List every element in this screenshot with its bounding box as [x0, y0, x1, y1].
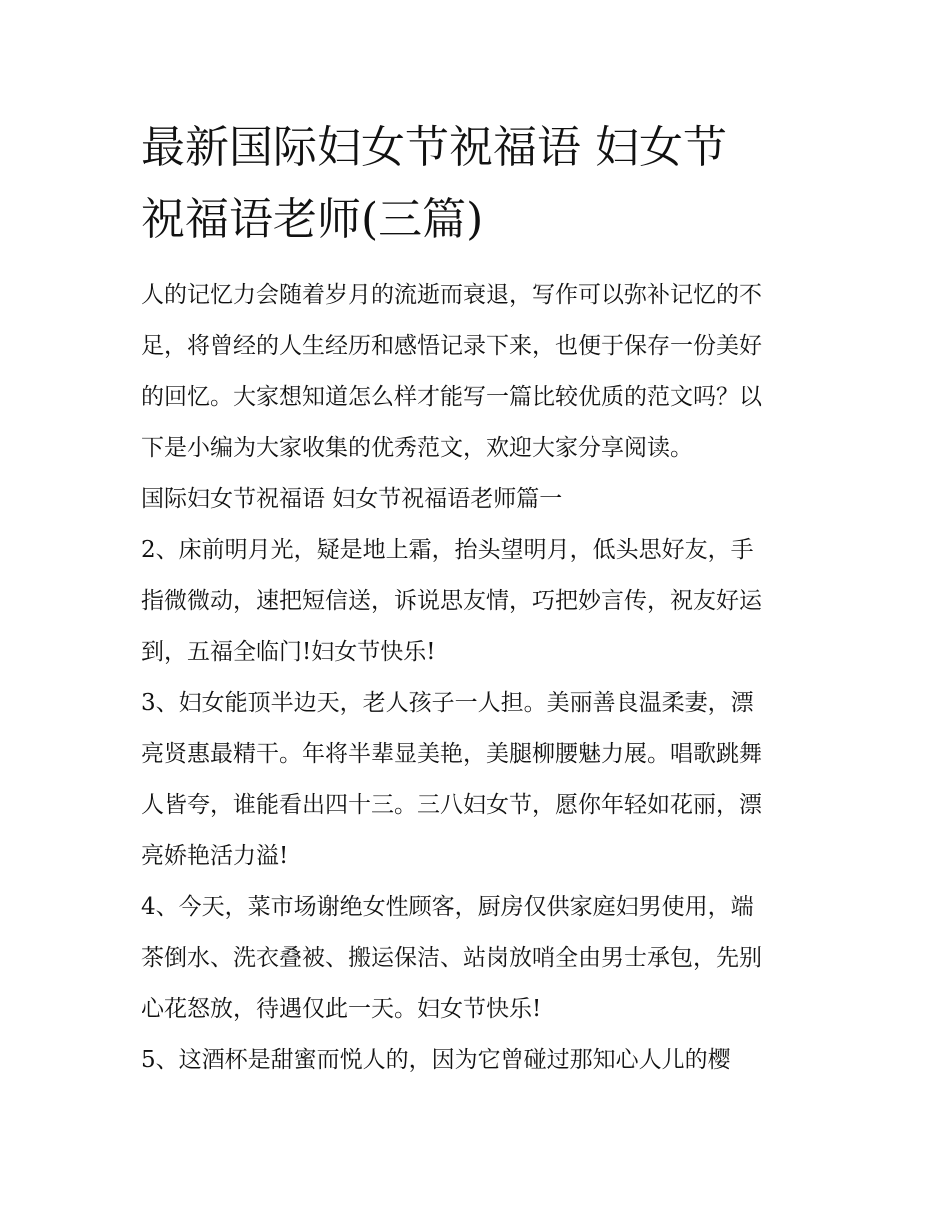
text-line: 人的记忆力会随着岁月的流逝而衰退，写作可以弥补记忆的不 — [141, 282, 762, 308]
title-line: 祝福语老师(三篇) — [141, 194, 484, 245]
blessing-item — [141, 1035, 813, 1086]
text-line: 2、床前明月光，疑是地上霜，抬头望明月，低头思好友，手 — [141, 537, 754, 563]
text-line: 下是小编为大家收集的优秀范文，欢迎大家分享阅读。 — [141, 435, 693, 461]
text-line: 指微微动，速把短信送，诉说思友情，巧把妙言传，祝友好运 — [141, 588, 762, 614]
title-line: 最新国际妇女节祝福语 妇女节 — [141, 122, 727, 173]
text-line: 到，五福全临门!妇女节快乐! — [141, 639, 436, 665]
section-heading: 国际妇女节祝福语 妇女节祝福语老师篇一 — [141, 486, 563, 512]
text-line: 5、这酒杯是甜蜜而悦人的，因为它曾碰过那知心人儿的樱 — [141, 1047, 731, 1073]
text-line: 足，将曾经的人生经历和感悟记录下来，也便于保存一份美好 — [141, 333, 762, 359]
text-line: 心花怒放，待遇仅此一天。妇女节快乐! — [141, 996, 542, 1022]
document-body — [141, 112, 813, 1086]
blessing-item — [141, 678, 813, 882]
text-line: 3、妇女能顶半边天，老人孩子一人担。美丽善良温柔妻，漂 — [141, 690, 754, 716]
text-line: 亮贤惠最精干。年将半辈显美艳，美腿柳腰魅力展。唱歌跳舞 — [141, 741, 762, 767]
text-line: 亮娇艳活力溢! — [141, 843, 289, 869]
text-line: 茶倒水、洗衣叠被、搬运保洁、站岗放哨全由男士承包，先别 — [141, 945, 762, 971]
document-title — [141, 112, 813, 256]
text-line: 的回忆。大家想知道怎么样才能写一篇比较优质的范文吗？以 — [141, 384, 762, 410]
blessing-item — [141, 882, 813, 1035]
text-line: 4、今天，菜市场谢绝女性顾客，厨房仅供家庭妇男使用，端 — [141, 894, 754, 920]
intro-paragraph — [141, 270, 813, 474]
text-line: 人皆夸，谁能看出四十三。三八妇女节，愿你年轻如花丽，漂 — [141, 792, 762, 818]
blessing-item — [141, 525, 813, 678]
